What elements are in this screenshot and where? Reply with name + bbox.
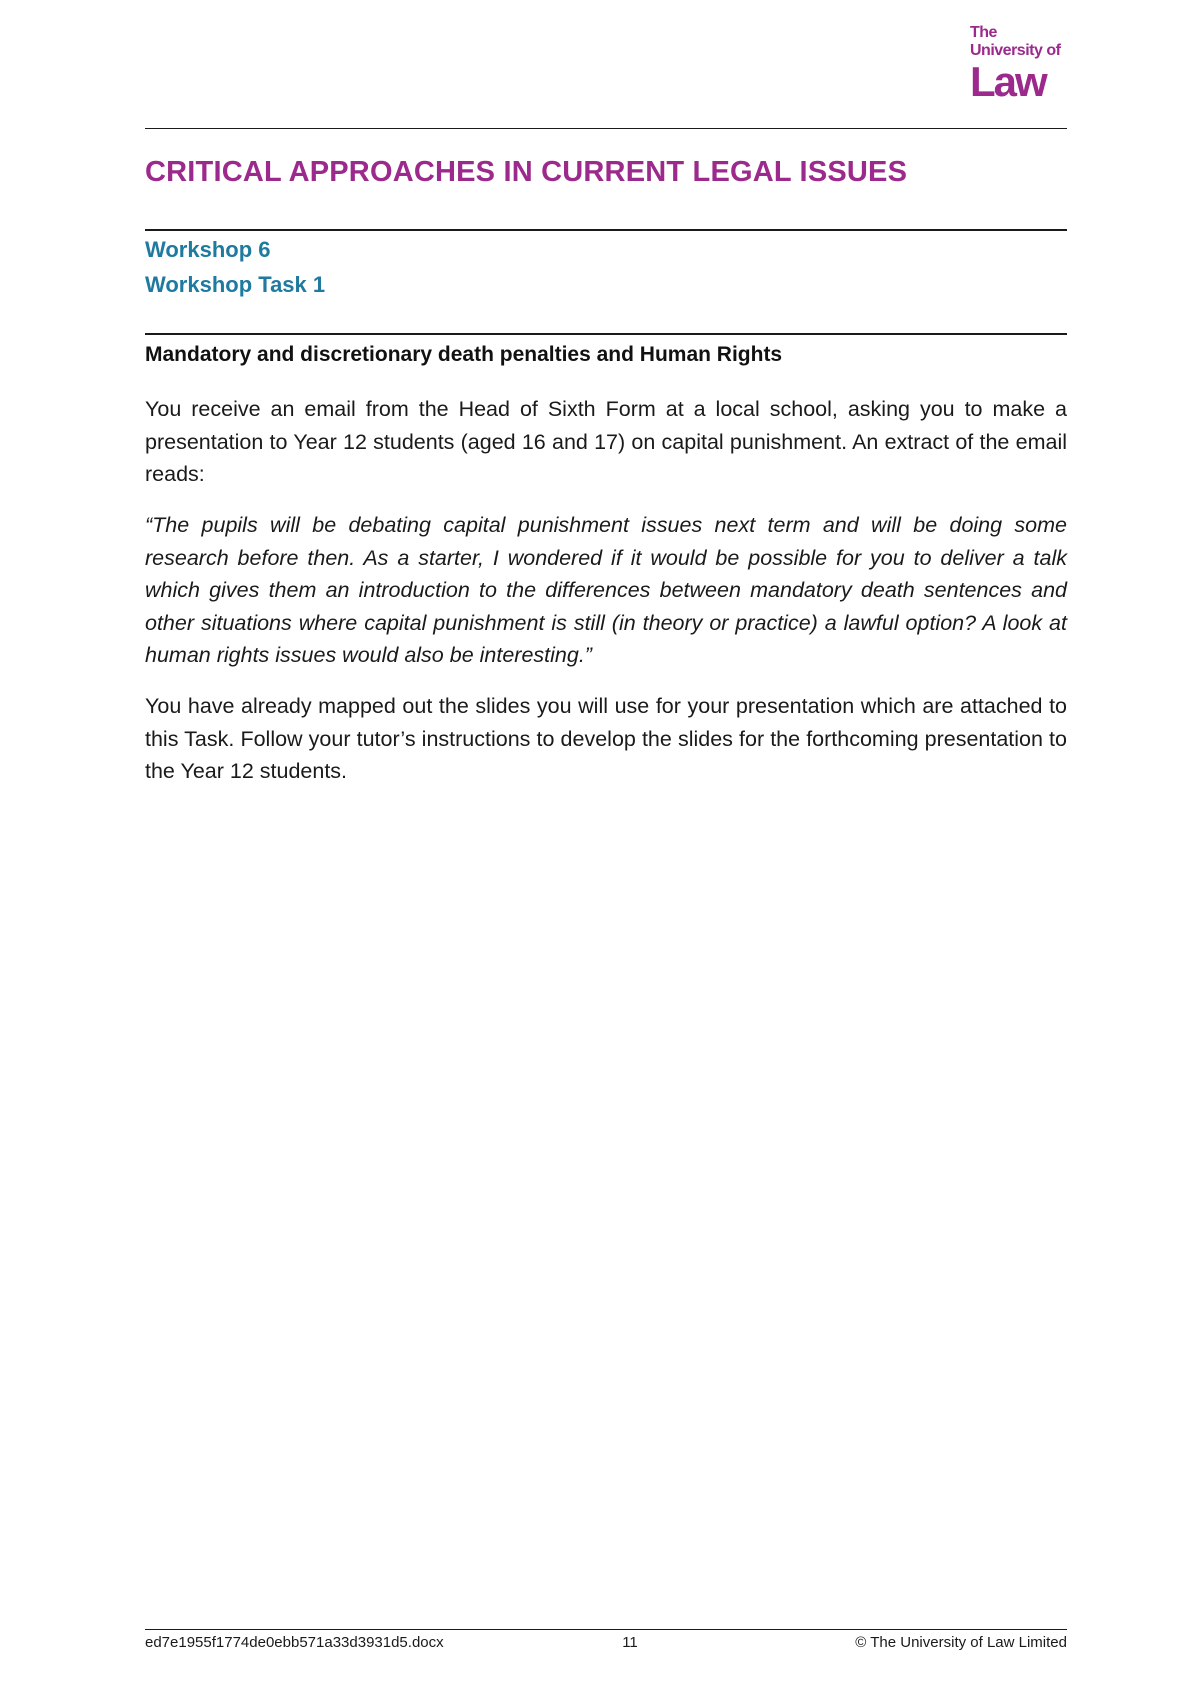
- email-quote-paragraph: “The pupils will be debating capital punishment issues next term and will be doing some research before then. As a starter, I wondered if it would be possible for you to deliver a talk which gives them an introduction to the differences between mandatory death sentences and other situations where capital punishment is still (in theory or practice) a lawful option? A look at human rights issues would also be interesting.”: [145, 513, 1067, 667]
- section-divider: [145, 333, 1067, 335]
- header-divider: [145, 128, 1067, 129]
- title-divider: [145, 229, 1067, 231]
- footer-copyright: © The University of Law Limited: [855, 1634, 1067, 1651]
- logo-line-2: University of: [970, 42, 1061, 59]
- workshop-label: Workshop 6: [145, 237, 271, 262]
- footer-divider: [145, 1629, 1067, 1630]
- body-paragraph: You have already mapped out the slides you will use for your presentation which are attached to this Task. Follow your tutor’s instructions to develop the slides for the forthcoming presentation to the Year 12 students.: [145, 694, 1067, 783]
- logo-line-1: The: [970, 24, 997, 41]
- footer-filename: ed7e1955f1774de0ebb571a33d3931d5.docx: [145, 1634, 444, 1651]
- university-logo: [970, 24, 1070, 105]
- task-label: Workshop Task 1: [145, 272, 326, 297]
- logo-line-3: Law: [970, 58, 1046, 105]
- body-paragraph: You receive an email from the Head of Sixth Form at a local school, asking you to make a presentation to Year 12 students (aged 16 and 17) on capital punishment. An extract of the email reads:: [145, 397, 1067, 486]
- document-title: CRITICAL APPROACHES IN CURRENT LEGAL ISSUES: [145, 156, 908, 188]
- section-heading: Mandatory and discretionary death penalties and Human Rights: [145, 343, 783, 366]
- footer-page-number: 11: [622, 1634, 638, 1651]
